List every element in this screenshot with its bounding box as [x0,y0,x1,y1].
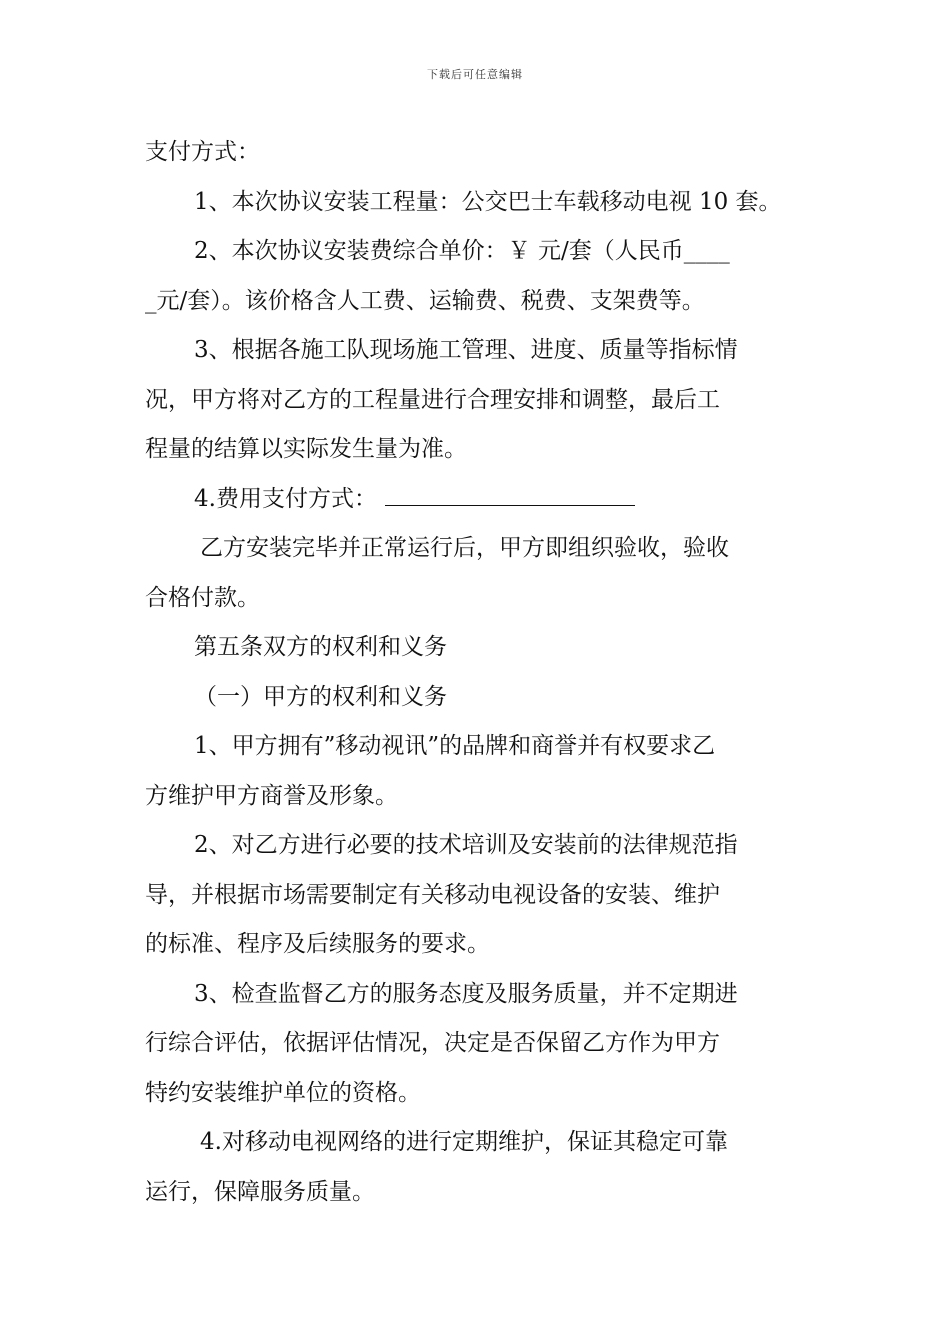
party-a-item-2-cont-1: 导，并根据市场需要制定有关移动电视设备的安装、维护 [145,881,720,908]
clause-payment-method [145,475,815,525]
page-header-note: 下载后可任意编辑 [427,68,523,81]
clause-unit-price: 2、本次协议安装费综合单价：￥ 元/套（人民币____ [194,238,730,264]
section-party-a-title: （一）甲方的权利和义务 [194,683,447,710]
clause-adjustment-cont-2: 程量的结算以实际发生量为准。 [145,436,467,462]
party-a-item-1-cont: 方维护甲方商誉及形象。 [145,782,398,809]
party-a-item-4-cont: 运行，保障服务质量。 [145,1178,375,1205]
article-five-title: 第五条双方的权利和义务 [194,634,447,660]
clause-quantity: 1、本次协议安装工程量：公交巴士车载移动电视 10 套。 [194,188,782,215]
party-a-item-3: 3、检查监督乙方的服务态度及服务质量，并不定期进 [194,980,738,1007]
payment-method-label: 4.费用支付方式： [194,485,377,512]
document-body [145,128,815,1217]
clause-adjustment-cont-1: 况，甲方将对乙方的工程量进行合理安排和调整，最后工 [145,386,720,413]
party-a-item-2: 2、对乙方进行必要的技术培训及安装前的法律规范指 [194,832,738,858]
party-a-item-3-cont-1: 行综合评估，依据评估情况，决定是否保留乙方作为甲方 [145,1030,720,1056]
clause-unit-price-cont: _元/套）。该价格含人工费、运输费、税费、支架费等。 [145,287,705,314]
clause-adjustment: 3、根据各施工队现场施工管理、进度、质量等指标情 [194,337,738,363]
party-a-item-1: 1、甲方拥有”移动视讯”的品牌和商誉并有权要求乙 [194,733,716,759]
party-a-item-2-cont-2: 的标准、程序及后续服务的要求。 [145,931,490,957]
clause-acceptance-cont: 合格付款。 [145,584,260,611]
party-a-item-3-cont-2: 特约安装维护单位的资格。 [145,1079,421,1106]
payment-method-heading: 支付方式： [145,139,260,165]
payment-method-blank [385,485,635,506]
clause-acceptance: 乙方安装完毕并正常运行后，甲方即组织验收，验收 [200,535,729,561]
party-a-item-4: 4.对移动电视网络的进行定期维护，保证其稳定可靠 [200,1129,728,1155]
